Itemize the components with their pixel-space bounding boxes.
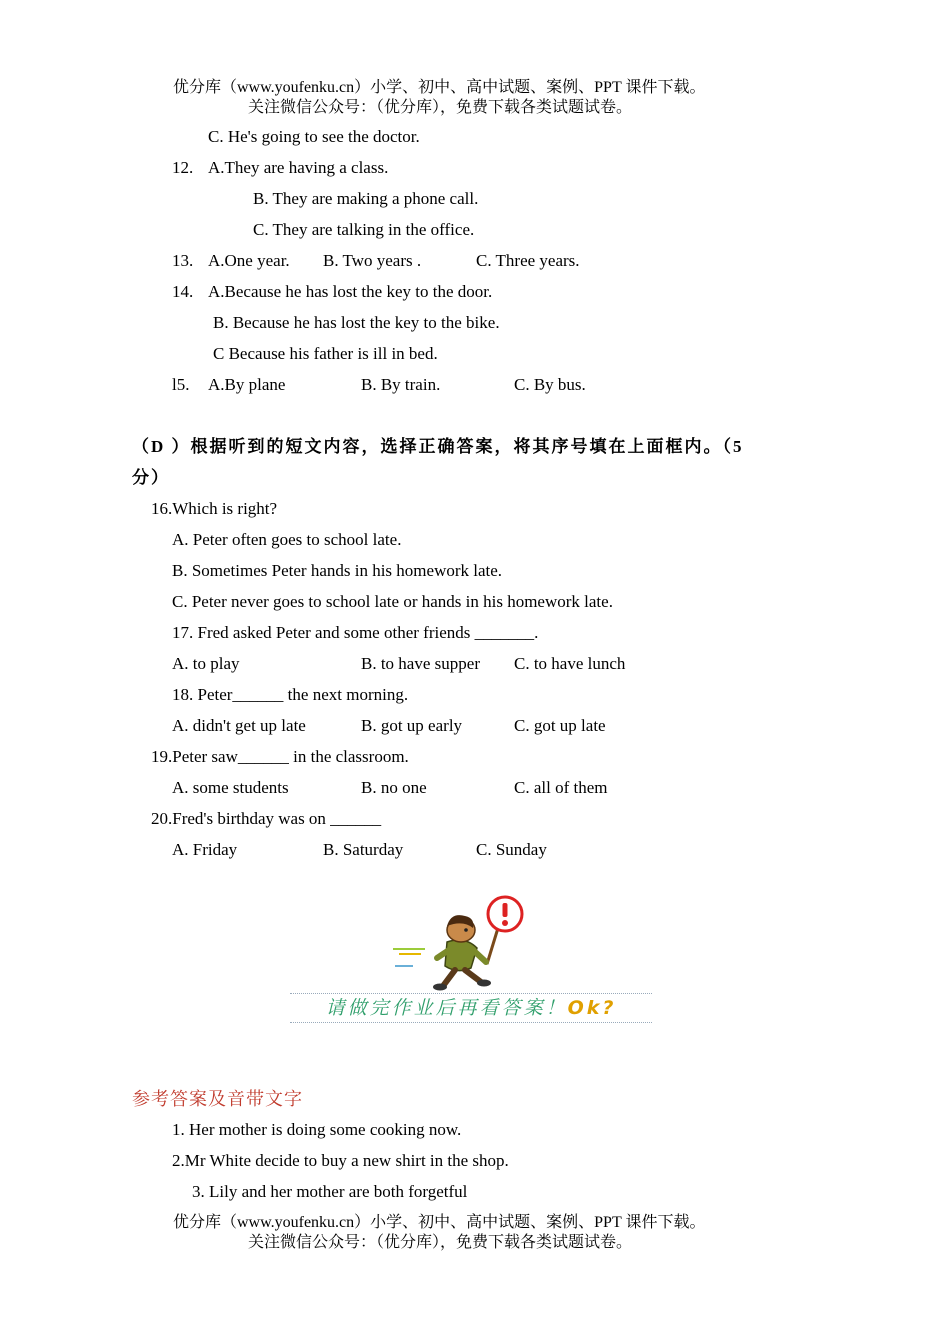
q18-option-a: A. didn't get up late: [172, 716, 306, 735]
q13-number: 13.: [172, 251, 194, 270]
q14-option-c: C Because his father is ill in bed.: [213, 344, 438, 363]
exclamation-sign-icon: [488, 897, 522, 931]
q15-option-c: C. By bus.: [514, 375, 586, 394]
q15-option-a: A.By plane: [208, 375, 286, 394]
q19-option-c: C. all of them: [514, 778, 608, 797]
q12-option-c: C. They are talking in the office.: [253, 220, 475, 239]
q18-option-c: C. got up late: [514, 716, 606, 735]
q17-option-b: B. to have supper: [361, 654, 480, 673]
q20-option-b: B. Saturday: [323, 840, 404, 859]
answer-2: 2.Mr White decide to buy a new shirt in the shop.: [172, 1151, 509, 1170]
q12-number: 12.: [172, 158, 194, 177]
banner-text: [290, 993, 652, 1023]
q12-option-b: B. They are making a phone call.: [253, 189, 479, 208]
q19-option-b: B. no one: [361, 778, 427, 797]
q16-stem: 16.Which is right?: [151, 499, 278, 518]
running-boy-icon: [385, 892, 535, 992]
q17-stem: 17. Fred asked Peter and some other friends _______.: [172, 623, 539, 642]
banner-ok: Ok?: [567, 997, 617, 1019]
q17-option-c: C. to have lunch: [514, 654, 626, 673]
q18-stem: 18. Peter______ the next morning.: [172, 685, 409, 704]
q14-option-b: B. Because he has lost the key to the bike.: [213, 313, 500, 332]
q14-number: 14.: [172, 282, 194, 301]
q20-stem: 20.Fred's birthday was on ______: [151, 809, 382, 828]
q19-stem: 19.Peter saw______ in the classroom.: [151, 747, 409, 766]
q16-option-a: A. Peter often goes to school late.: [172, 530, 402, 549]
answers-title: 参考答案及音带文字: [132, 1089, 303, 1109]
q20-option-a: A. Friday: [172, 840, 238, 859]
q16-option-b: B. Sometimes Peter hands in his homework late.: [172, 561, 503, 580]
q19-option-a: A. some students: [172, 778, 289, 797]
part-d-heading-line2: 分）: [132, 468, 170, 487]
q15-option-b: B. By train.: [361, 375, 441, 394]
header-bottom-line2: 关注微信公众号：（优分库），免费下载各类试题试卷。: [248, 1234, 633, 1251]
banner-message: 请做完作业后再看答案！: [325, 997, 568, 1019]
q18-option-b: B. got up early: [361, 716, 463, 735]
q17-option-a: A. to play: [172, 654, 240, 673]
q13-option-a: A.One year.: [208, 251, 290, 270]
q15-number: l5.: [172, 375, 190, 394]
part-d-heading-line1: （D ）根据听到的短文内容，选择正确答案，将其序号填在上面框内。（5: [132, 437, 744, 456]
q14-option-a: A.Because he has lost the key to the door.: [208, 282, 493, 301]
q20-option-c: C. Sunday: [476, 840, 547, 859]
q13-option-b: B. Two years .: [323, 251, 422, 270]
q16-option-c: C. Peter never goes to school late or hands in his homework late.: [172, 592, 613, 611]
header-bottom-line1: 优分库（www.youfenku.cn）小学、初中、高中试题、案例、PPT 课件下载。: [173, 1214, 706, 1231]
q12-option-a: A.They are having a class.: [208, 158, 389, 177]
header-top-line2: 关注微信公众号：（优分库），免费下载各类试题试卷。: [248, 99, 633, 116]
q13-option-c: C. Three years.: [476, 251, 580, 270]
q11-option-c: C. He's going to see the doctor.: [208, 127, 420, 146]
answer-3: 3. Lily and her mother are both forgetful: [192, 1182, 468, 1201]
answer-1: 1. Her mother is doing some cooking now.: [172, 1120, 462, 1139]
header-top-line1: 优分库（www.youfenku.cn）小学、初中、高中试题、案例、PPT 课件下载。: [173, 79, 706, 96]
